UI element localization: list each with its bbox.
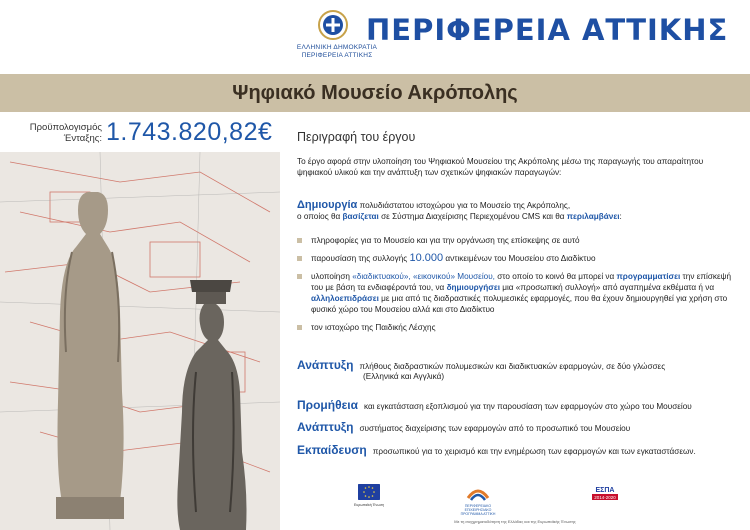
header	[0, 0, 750, 72]
keyword-based: βασίζεται	[342, 212, 379, 221]
page-title: Ψηφιακό Μουσείο Ακρόπολης	[232, 82, 518, 104]
section-heading: Ανάπτυξη	[297, 358, 354, 372]
collection-count: 10.000	[409, 252, 444, 264]
section-heading: Ανάπτυξη	[297, 420, 354, 434]
section-text: συστήματος διαχείρισης των εφαρμογών από το προσωπικό του Μουσείου	[359, 424, 631, 433]
p1-text-c: σε Σύστημα Διαχείρισης Περιεχομένου CMS και θα	[381, 212, 565, 221]
bullet-square-icon	[297, 256, 302, 261]
espa-label: ΕΣΠΑ	[595, 487, 615, 494]
budget-value: 1.743.820,82€	[106, 118, 273, 146]
statues-photo	[0, 152, 280, 530]
description-paragraph	[297, 200, 737, 222]
section-text: (Ελληνικά και Αγγλικά)	[363, 372, 445, 381]
bullet-text: την επίσκεψή του με βάση τα ενδιαφέροντά του, να	[311, 272, 732, 292]
espa-years: 2014-2020	[594, 495, 616, 500]
espa-logo-icon	[590, 484, 620, 502]
description-title: Περιγραφή του έργου	[297, 130, 416, 144]
section-text: και εγκατάσταση εξοπλισμού για την παρουσίαση των εφαρμογών στο χώρο του Μουσείου	[363, 402, 692, 411]
footer-logos	[280, 472, 750, 530]
bullet-text: τον ιστοχώρο της Παιδικής Λέσχης	[311, 323, 436, 332]
bullet-text: πληροφορίες για το Μουσείο και για την οργάνωση της επίσκεψης σε αυτό	[311, 236, 580, 245]
pep-attiki-logo-icon	[465, 482, 491, 504]
section-procurement	[297, 398, 737, 412]
bullet-text: με μια από τις διαδραστικές πολυμεσικές εφαρμογές, που θα έχουν δημιουργηθεί για χρήση στο φυσικό χώρο του Μουσείου αλλά και στο Διαδίκτυο	[311, 294, 728, 314]
section-system	[297, 420, 737, 434]
section-heading: Εκπαίδευση	[297, 443, 367, 457]
bullet-text: παρουσίαση της συλλογής	[311, 254, 408, 263]
keyword-includes: περιλαμβάνει	[566, 212, 620, 221]
pep-caption: ΠΕΡΙΦΕΡΕΙΑΚΟ ΕΠΙΧΕΙΡΗΣΙΑΚΟ ΠΡΟΓΡΑΜΜΑ ΑΤΤΙΚΗ	[460, 504, 496, 516]
bullet-square-icon	[297, 325, 302, 330]
brand-sub-line1: ΕΛΛΗΝΙΚΗ ΔΗΜΟΚΡΑΤΙΑ	[296, 44, 378, 51]
bullet-square-icon	[297, 238, 302, 243]
p1-text-d: :	[619, 212, 622, 221]
description-intro: Το έργο αφορά στην υλοποίηση του Ψηφιακού Μουσείου της Ακρόπολης μέσω της παραγωγής του απαραίτητου ψηφιακού υλικού και την ανάπτυξη των σχετικών ψηφιακών παραγωγών:	[297, 157, 704, 177]
section-training	[297, 443, 737, 457]
greek-emblem-icon	[318, 10, 348, 40]
p1-text-b: ο οποίος θα	[297, 212, 341, 221]
keyword-create: Δημιουργία	[297, 199, 358, 211]
title-banner	[0, 74, 750, 112]
eu-caption: Ευρωπαϊκή Ένωση	[353, 503, 385, 507]
bullet-square-icon	[297, 274, 302, 279]
footer-note: Με τη συγχρηματοδότηση της Ελλάδας και της Ευρωπαϊκής Ένωσης	[454, 519, 576, 524]
budget-label: Προϋπολογισμός Ένταξης:	[29, 122, 102, 144]
brand-sub-line2: ΠΕΡΙΦΕΡΕΙΑ ΑΤΤΙΚΗΣ	[301, 52, 373, 59]
keyword-create-collection: δημιουργήσει	[446, 283, 500, 292]
list-item	[297, 253, 737, 264]
list-item	[297, 271, 737, 315]
keyword-virtual-museum: «διαδικτυακού», «εικονικού» Μουσείου,	[352, 272, 495, 281]
bullet-text: στο οποίο το κοινό θα μπορεί να	[497, 272, 615, 281]
section-text: προσωπικού για το χειρισμό και την ενημέρωση των εφαρμογών και των εγκαταστάσεων.	[372, 447, 696, 456]
eu-flag-icon	[358, 484, 380, 500]
section-development	[297, 358, 737, 381]
bullet-text: υλοποίηση	[311, 272, 350, 281]
bullet-text: αντικειμένων του Μουσείου στο Διαδίκτυο	[445, 254, 596, 263]
bullet-list	[297, 235, 737, 340]
section-text: πλήθους διαδραστικών πολυμεσικών και διαδικτυακών εφαρμογών, σε δύο γλώσσες	[359, 362, 666, 371]
keyword-schedule: προγραμματίσει	[616, 272, 681, 281]
list-item	[297, 235, 737, 246]
list-item	[297, 322, 737, 333]
section-heading: Προμήθεια	[297, 398, 358, 412]
bullet-text: μια «προσωπική συλλογή» από αγαπημένα εκθέματα ή να	[502, 283, 715, 292]
statues-illustration	[0, 152, 280, 530]
keyword-interact: αλληλοεπιδράσει	[311, 294, 379, 303]
p1-text-a: πολυδιάστατου ιστοχώρου για το Μουσείο της Ακρόπολης,	[359, 201, 571, 210]
brand-title: ΠΕΡΙΦΕΡΕΙΑ ΑΤΤΙΚΗΣ	[366, 13, 729, 47]
